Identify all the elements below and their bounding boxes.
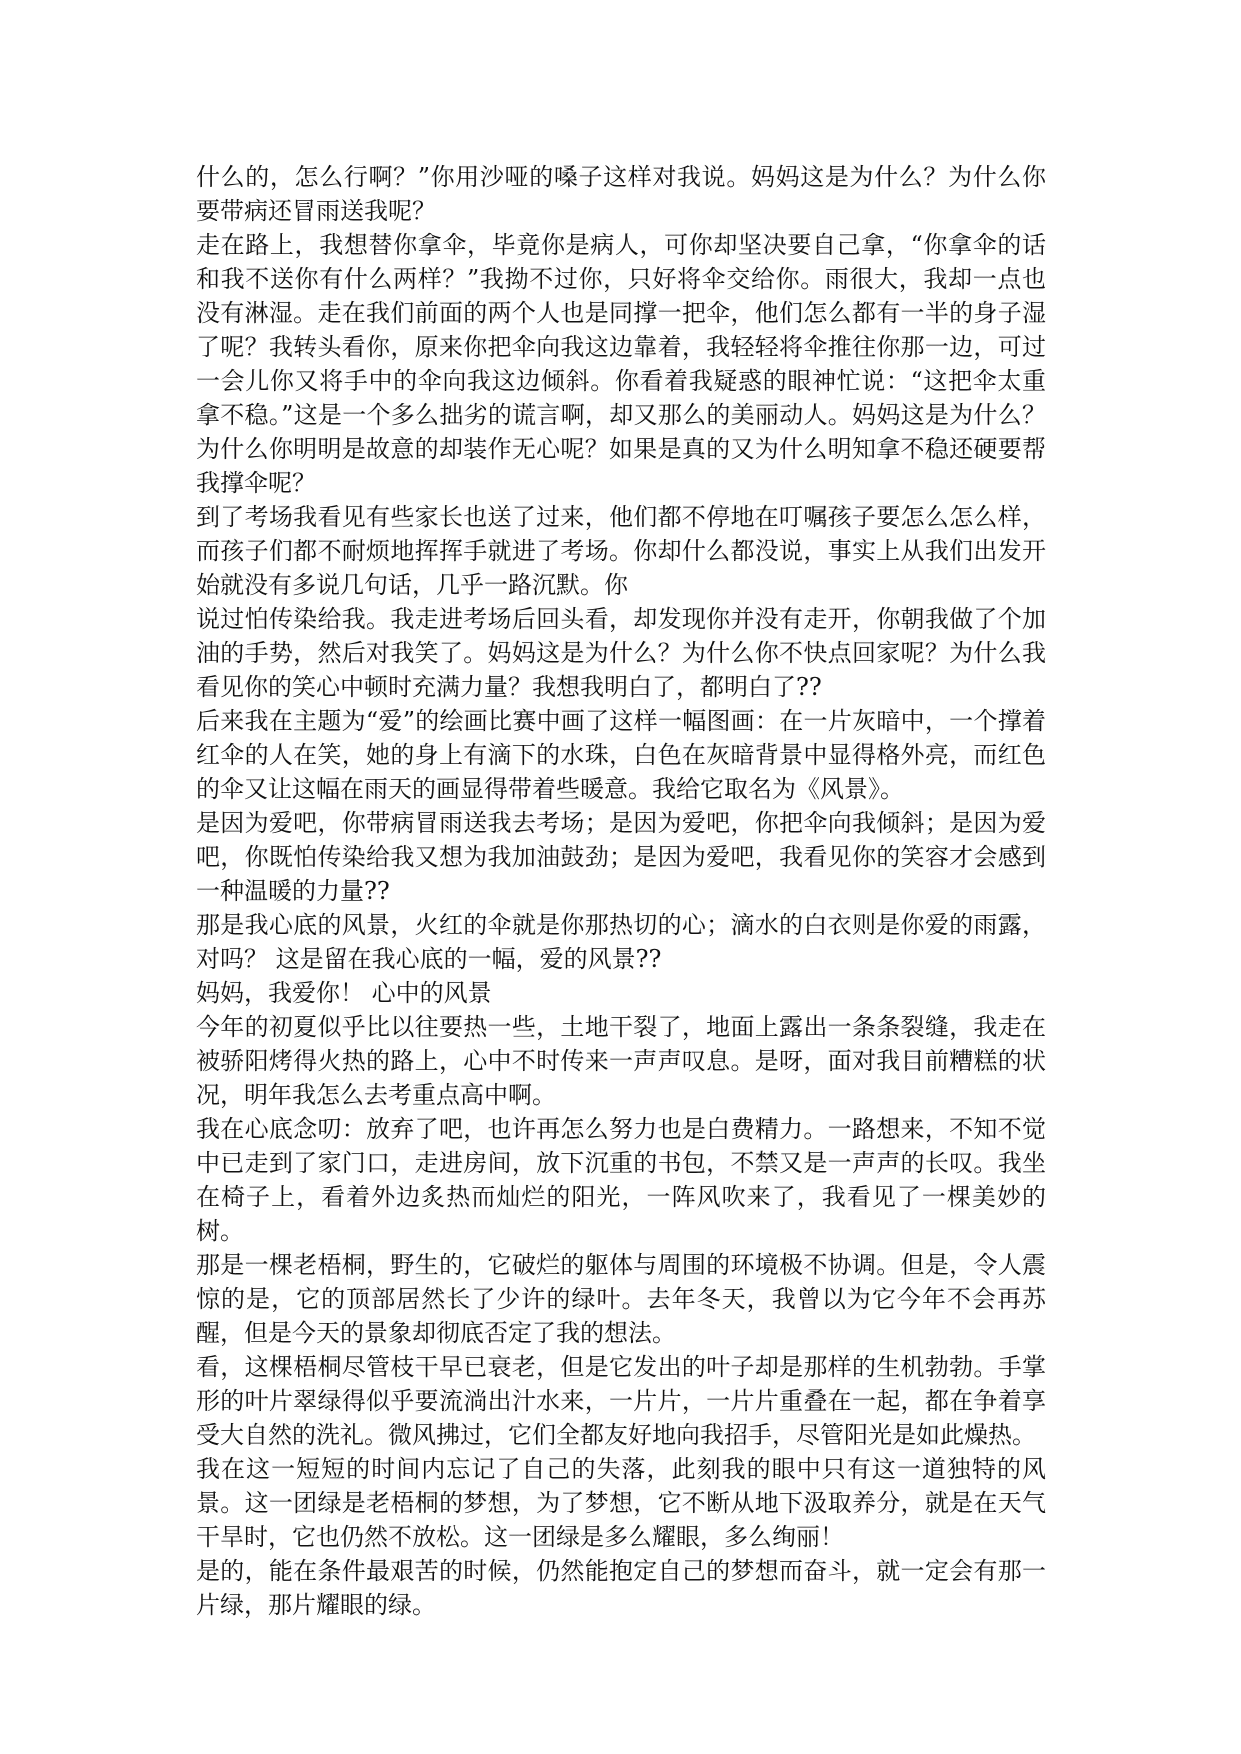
paragraph-3: 到了考场我看见有些家长也送了过来，他们都不停地在叮嘱孩子要怎么怎么样，而孩子们都不耐烦地挥挥手就进了考场。你却什么都没说，事实上从我们出发开始就没有多说几句话，几乎一路沉默。你 [196, 503, 1046, 599]
paragraph-12: 我在这一短短的时间内忘记了自己的失落，此刻我的眼中只有这一道独特的风景。这一团绿是老梧桐的梦想，为了梦想，它不断从地下汲取养分，就是在天气干旱时，它也仍然不放松。这一团绿是多么耀眼，多么绚丽！ [196, 1455, 1046, 1551]
paragraph-1: 什么的，怎么行啊？”你用沙哑的嗓子这样对我说。妈妈这是为什么？为什么你要带病还冒雨送我呢？ [196, 163, 1046, 225]
paragraph-7: 那是我心底的风景，火红的伞就是你那热切的心；滴水的白衣则是你爱的雨露，对吗？ 这是留在我心底的一幅，爱的风景?? [196, 911, 1046, 973]
paragraph-2: 走在路上，我想替你拿伞，毕竟你是病人，可你却坚决要自己拿，“你拿伞的话和我不送你有什么两样？”我拗不过你，只好将伞交给你。雨很大，我却一点也没有淋湿。走在我们前面的两个人也是同撑一把伞，他们怎么都有一半的身子湿了呢？我转头看你，原来你把伞向我这边靠着，我轻轻将伞推往你那一边，可过一会儿你又将手中的伞向我这边倾斜。你看着我疑惑的眼神忙说：“这把伞太重拿不稳。”这是一个多么拙劣的谎言啊，却又那么的美丽动人。妈妈这是为什么？为什么你明明是故意的却装作无心呢？如果是真的又为什么明知拿不稳还硬要帮我撑伞呢？ [196, 231, 1046, 497]
paragraph-11: 看，这棵梧桐尽管枝干早已衰老，但是它发出的叶子却是那样的生机勃勃。手掌形的叶片翠绿得似乎要流淌出汁水来，一片片，一片片重叠在一起，都在争着享受大自然的洗礼。微风拂过，它们全都友好地向我招手，尽管阳光是如此燥热。 [196, 1353, 1046, 1449]
paragraph-13: 是的，能在条件最艰苦的时候，仍然能抱定自己的梦想而奋斗，就一定会有那一片绿，那片耀眼的绿。 [196, 1557, 1046, 1619]
paragraph-5: 后来我在主题为“爱”的绘画比赛中画了这样一幅图画：在一片灰暗中，一个撑着红伞的人在笑，她的身上有滴下的水珠，白色在灰暗背景中显得格外亮，而红色的伞又让这幅在雨天的画显得带着些暖意。我给它取名为《风景》。 [196, 707, 1046, 803]
paragraph-10: 那是一棵老梧桐，野生的，它破烂的躯体与周围的环境极不协调。但是，令人震惊的是，它的顶部居然长了少许的绿叶。去年冬天，我曾以为它今年不会再苏醒，但是今天的景象却彻底否定了我的想法。 [196, 1251, 1046, 1347]
paragraph-4: 说过怕传染给我。我走进考场后回头看，却发现你并没有走开，你朝我做了个加油的手势，然后对我笑了。妈妈这是为什么？为什么你不快点回家呢？为什么我看见你的笑心中顿时充满力量？我想我明白了，都明白了?? [196, 605, 1046, 701]
paragraph-9: 我在心底念叨：放弃了吧，也许再怎么努力也是白费精力。一路想来，不知不觉中已走到了家门口，走进房间，放下沉重的书包，不禁又是一声声的长叹。我坐在椅子上，看着外边炙热而灿烂的阳光，一阵风吹来了，我看见了一棵美妙的树。 [196, 1115, 1046, 1245]
paragraph-8: 今年的初夏似乎比以往要热一些，土地干裂了，地面上露出一条条裂缝，我走在被骄阳烤得火热的路上，心中不时传来一声声叹息。是呀，面对我目前糟糕的状况，明年我怎么去考重点高中啊。 [196, 1013, 1046, 1109]
section-title: 妈妈，我爱你！ 心中的风景 [196, 979, 492, 1007]
paragraph-6: 是因为爱吧，你带病冒雨送我去考场；是因为爱吧，你把伞向我倾斜；是因为爱吧，你既怕传染给我又想为我加油鼓劲；是因为爱吧，我看见你的笑容才会感到一种温暖的力量?? [196, 809, 1046, 905]
document-body [196, 160, 1046, 1622]
